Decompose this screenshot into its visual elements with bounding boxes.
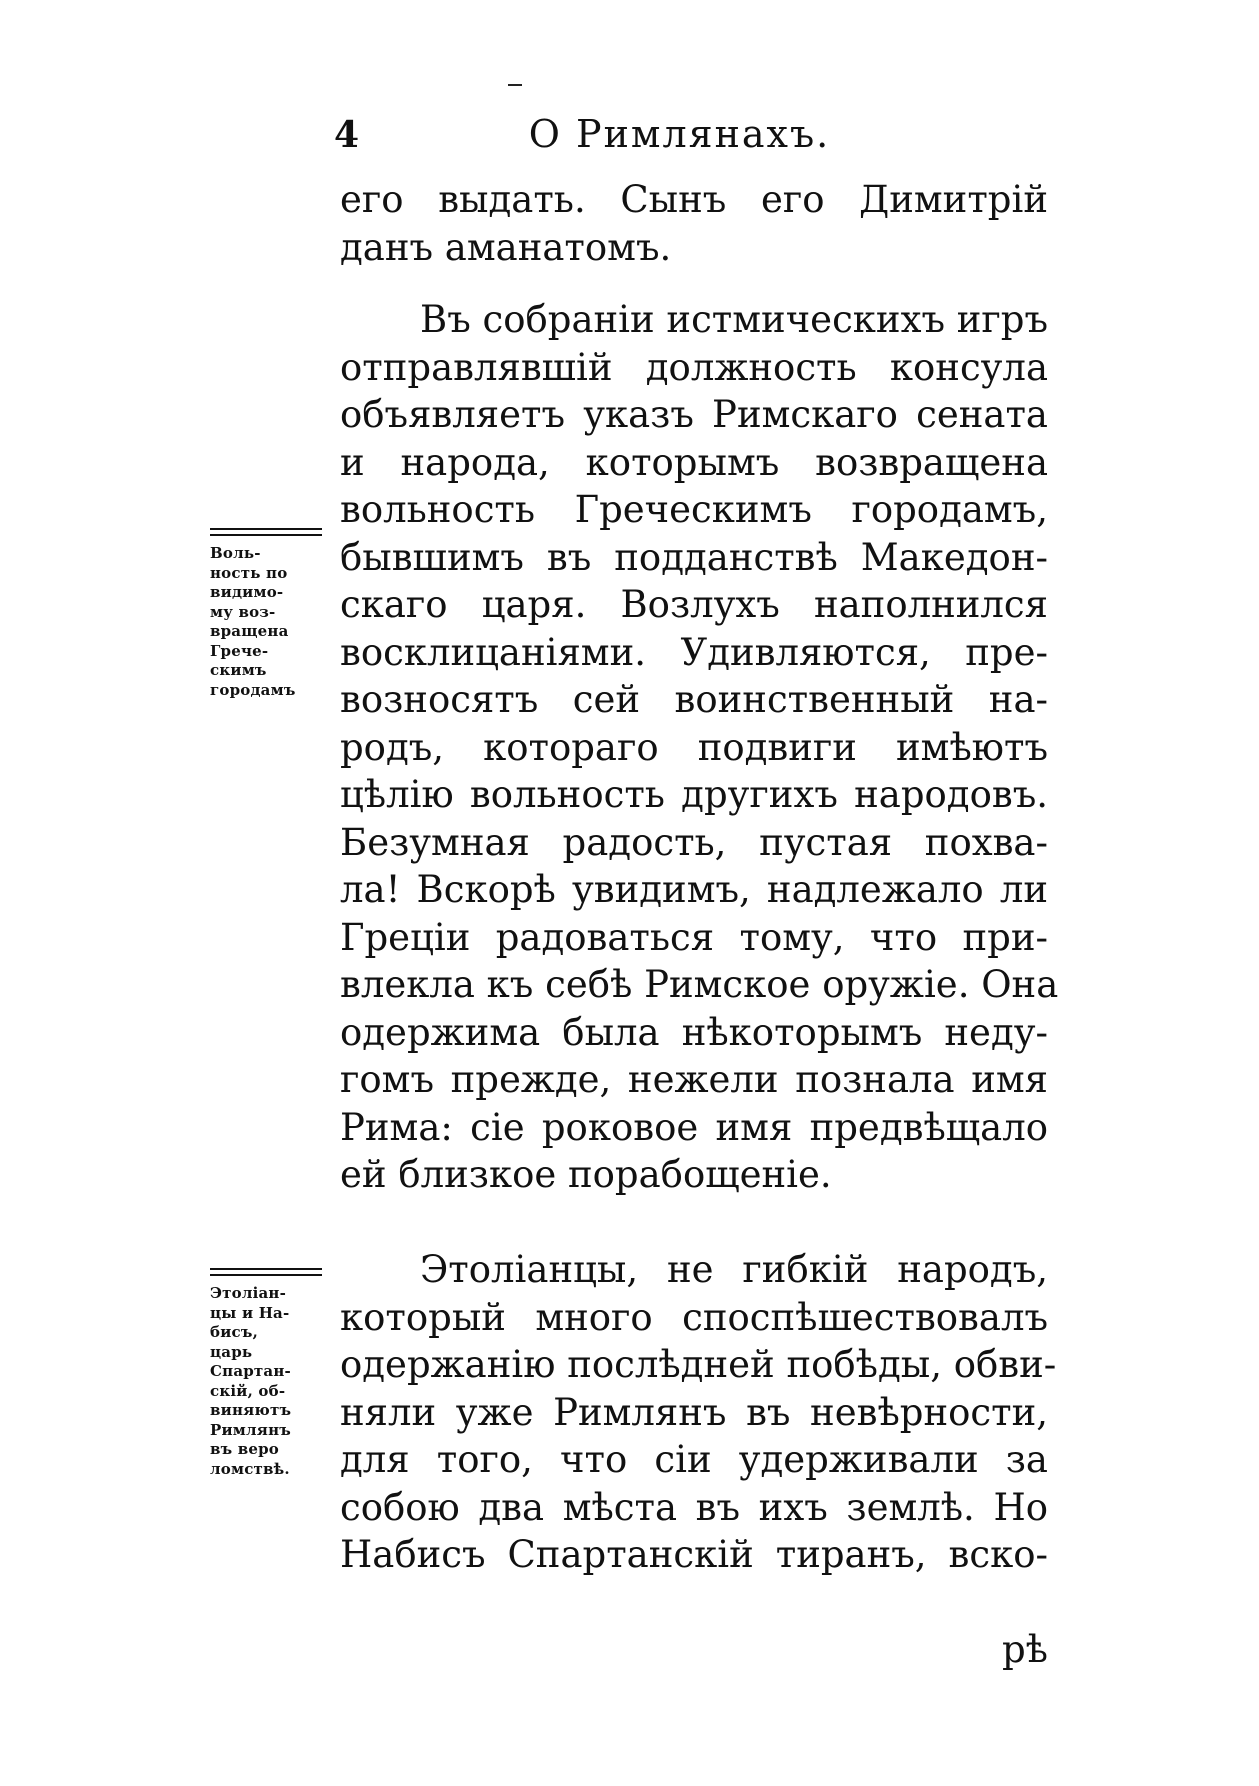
- margin-note-line: городамъ: [210, 680, 296, 699]
- top-mark: [508, 84, 522, 86]
- margin-note-line: скимъ: [210, 661, 267, 679]
- margin-rule: [210, 1268, 322, 1270]
- text-line: бывшимъ въ подданствѣ Македон-: [340, 535, 1048, 579]
- margin-note-line: Спартан-: [210, 1362, 291, 1380]
- text-line: объявляетъ указъ Римскаго сената: [340, 393, 1048, 436]
- text-line: ей близкое порабощеніе.: [340, 1153, 832, 1196]
- text-line: Этоліанцы, не гибкій народъ,: [420, 1248, 1048, 1291]
- text-line: и народа, которымъ возвращена: [340, 440, 1048, 484]
- text-line: вольность Греческимъ городамъ,: [340, 488, 1048, 531]
- text-line: который много споспѣшествовалъ: [340, 1295, 1048, 1339]
- paragraph-continuation: [340, 176, 1048, 271]
- text-line: восклицаніями. Удивляются, пре-: [340, 630, 1048, 674]
- text-line: Въ собраніи истмическихъ игръ: [420, 298, 1049, 341]
- text-line: влекла къ себѣ Римское оружіе. Она: [340, 963, 1059, 1006]
- paragraph-aetolians: [340, 1246, 1057, 1579]
- text-line: Греціи радоваться тому, что при-: [340, 915, 1048, 959]
- text-line: Набисъ Спартанскій тиранъ, вско-: [340, 1533, 1048, 1576]
- text-line: возносятъ сей воинственный на-: [340, 678, 1048, 721]
- catchword-block: [340, 1626, 1048, 1674]
- text-line: цѣлію вольность другихъ народовъ.: [340, 773, 1048, 816]
- margin-note-line: бисъ,: [210, 1323, 258, 1341]
- margin-note-line: виняютъ: [210, 1401, 292, 1419]
- text-line: Безумная радость, пустая похва-: [340, 820, 1048, 864]
- text-line: гомъ прежде, нежели познала имя: [340, 1058, 1048, 1101]
- text-line: родъ, котораго подвиги имѣютъ: [340, 725, 1048, 769]
- text-line: Рима: сіе роковое имя предвѣщало: [340, 1105, 1048, 1149]
- catchword: рѣ: [1002, 1628, 1048, 1671]
- margin-note-line: ломствѣ.: [210, 1459, 290, 1478]
- margin-note-line: Грече-: [210, 641, 269, 660]
- text-line: для того, что сіи удерживали за: [340, 1438, 1048, 1481]
- margin-note-aetolians: [210, 1268, 332, 1479]
- text-line: няли уже Римлянъ въ невѣрности,: [340, 1390, 1048, 1434]
- text-line: данъ аманатомъ.: [340, 225, 672, 269]
- page-number: 4: [334, 114, 360, 156]
- text-line: скаго царя. Возлухъ наполнился: [340, 583, 1048, 626]
- paragraph-isthmian-games: [340, 296, 1059, 1199]
- text-line: его выдать. Сынъ его Димитрій: [340, 178, 1048, 221]
- margin-note-line: Воль-: [210, 544, 261, 562]
- margin-rule: [210, 534, 322, 536]
- running-title: О Римлянахъ.: [528, 112, 831, 156]
- margin-note-line: цы и На-: [210, 1303, 290, 1322]
- margin-note-line: ность по: [210, 563, 288, 582]
- margin-note-line: видимо-: [210, 583, 284, 601]
- margin-note-line: въ веро: [210, 1440, 280, 1458]
- margin-note-line: вращена: [210, 622, 289, 640]
- margin-note-line: скій, об-: [210, 1381, 286, 1400]
- margin-note-line: царь: [210, 1342, 253, 1361]
- margin-note-line: Римлянъ: [210, 1420, 291, 1439]
- text-line: отправлявшій должность консула: [340, 345, 1048, 389]
- text-line: собою два мѣста въ ихъ землѣ. Но: [340, 1485, 1048, 1529]
- margin-rule: [210, 1274, 322, 1276]
- text-line: одержима была нѣкоторымъ неду-: [340, 1010, 1048, 1054]
- text-line: ла! Вскорѣ увидимъ, надлежало ли: [340, 868, 1048, 911]
- margin-rule: [210, 528, 322, 530]
- margin-note-line: му воз-: [210, 602, 276, 621]
- text-line: одержанію послѣдней побѣды, обви-: [340, 1343, 1057, 1386]
- margin-note-freedom: [210, 528, 332, 700]
- margin-note-line: Этоліан-: [210, 1284, 287, 1302]
